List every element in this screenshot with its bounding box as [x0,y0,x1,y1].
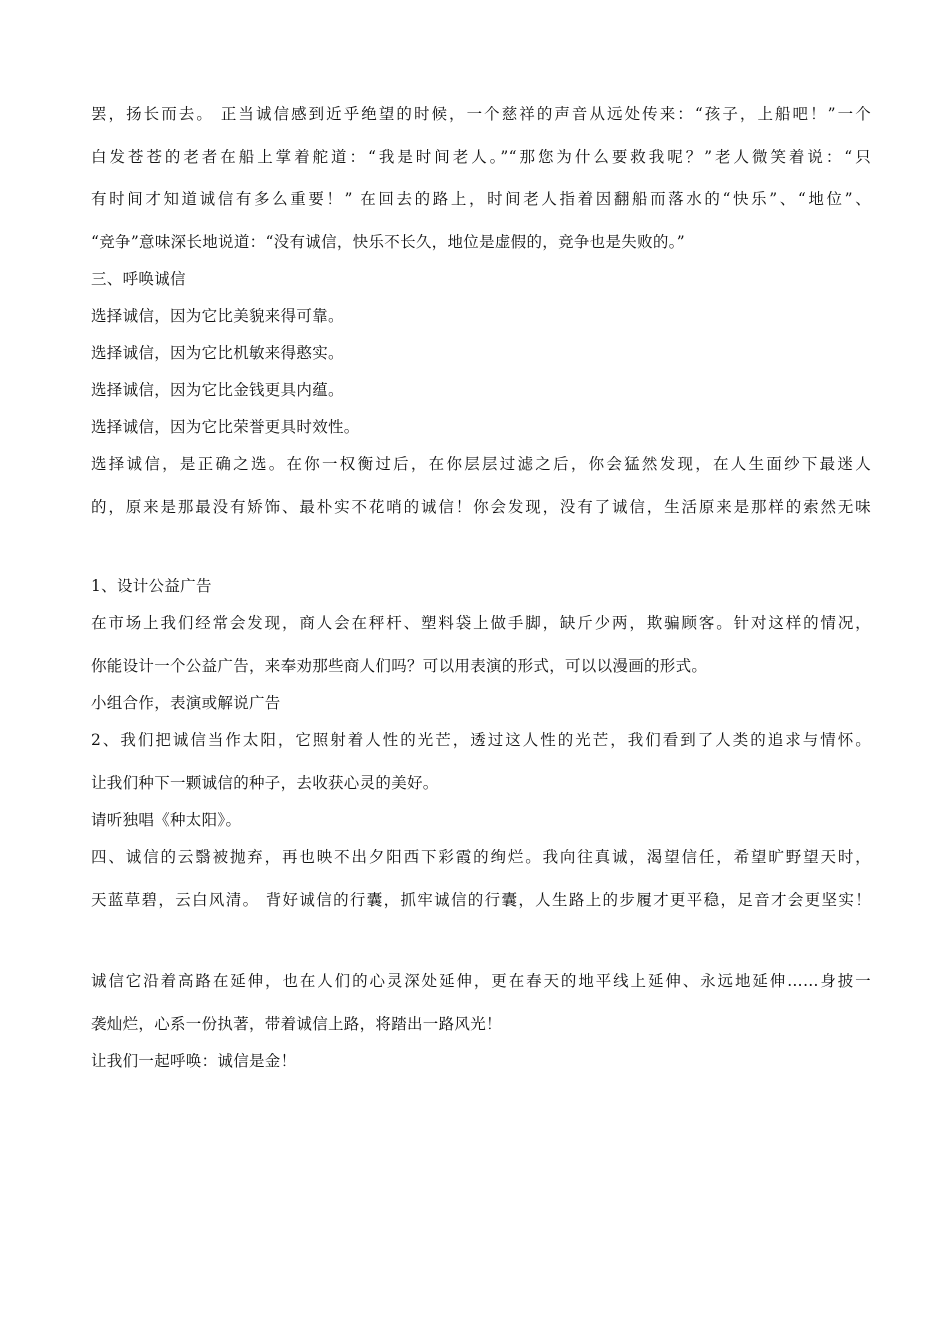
paragraph-line: 袭灿烂，心系一份执著，带着诚信上路，将踏出一路风光！ [91,1015,502,1033]
paragraph-line: 有时间才知道诚信有多么重要！” 在回去的路上，时间老人指着因翻船而落水的“快乐”、“地位”、 [91,190,871,208]
section-heading: 三、呼唤诚信 [91,270,186,288]
paragraph-line: 2、我们把诚信当作太阳，它照射着人性的光芒，透过这人性的光芒，我们看到了人类的追求与情怀。 [91,731,871,749]
list-item: 选择诚信，因为它比美貌来得可靠。 [91,307,344,325]
list-item: 选择诚信，因为它比荣誉更具时效性。 [91,418,360,436]
paragraph-line: 天蓝草碧，云白风清。 背好诚信的行囊，抓牢诚信的行囊，人生路上的步履才更平稳，足音才会更坚实！ [91,891,871,909]
list-item: 选择诚信，因为它比机敏来得憨实。 [91,344,344,362]
paragraph-line: 小组合作，表演或解说广告 [91,694,281,712]
paragraph-line: 选择诚信，是正确之选。在你一权衡过后，在你层层过滤之后，你会猛然发现，在人生面纱下最迷人 [91,455,871,473]
paragraph-line: 罢，扬长而去。 正当诚信感到近乎绝望的时候，一个慈祥的声音从远处传来：“孩子，上船吧！”一个 [91,105,871,123]
paragraph-line: 请听独唱《种太阳》。 [91,811,242,829]
paragraph-line: 让我们种下一颗诚信的种子，去收获心灵的美好。 [91,774,439,792]
paragraph-line: 诚信它沿着高路在延伸，也在人们的心灵深处延伸，更在春天的地平线上延伸、永远地延伸……身披一 [91,972,871,990]
paragraph-line: 白发苍苍的老者在船上掌着舵道：“我是时间老人。”“那您为什么要救我呢？”老人微笑着说：“只 [91,148,871,166]
paragraph-line: 在市场上我们经常会发现，商人会在秤杆、塑料袋上做手脚，缺斤少两，欺骗顾客。针对这样的情况， [91,614,871,632]
paragraph-line: “竞争”意味深长地说道：“没有诚信，快乐不长久，地位是虚假的，竞争也是失败的。” [91,233,685,251]
paragraph-line: 四、诚信的云翳被抛弃，再也映不出夕阳西下彩霞的绚烂。我向往真诚，渴望信任，希望旷野望天时， [91,848,871,866]
paragraph-line: 你能设计一个公益广告，来奉劝那些商人们吗？可以用表演的形式，可以以漫画的形式。 [91,657,708,675]
section-heading: 1、设计公益广告 [91,577,212,595]
list-item: 选择诚信，因为它比金钱更具内蕴。 [91,381,344,399]
paragraph-line: 的，原来是那最没有矫饰、最朴实不花哨的诚信！你会发现，没有了诚信，生活原来是那样的索然无味 [91,498,871,516]
paragraph-line: 让我们一起呼唤：诚信是金！ [91,1052,297,1070]
